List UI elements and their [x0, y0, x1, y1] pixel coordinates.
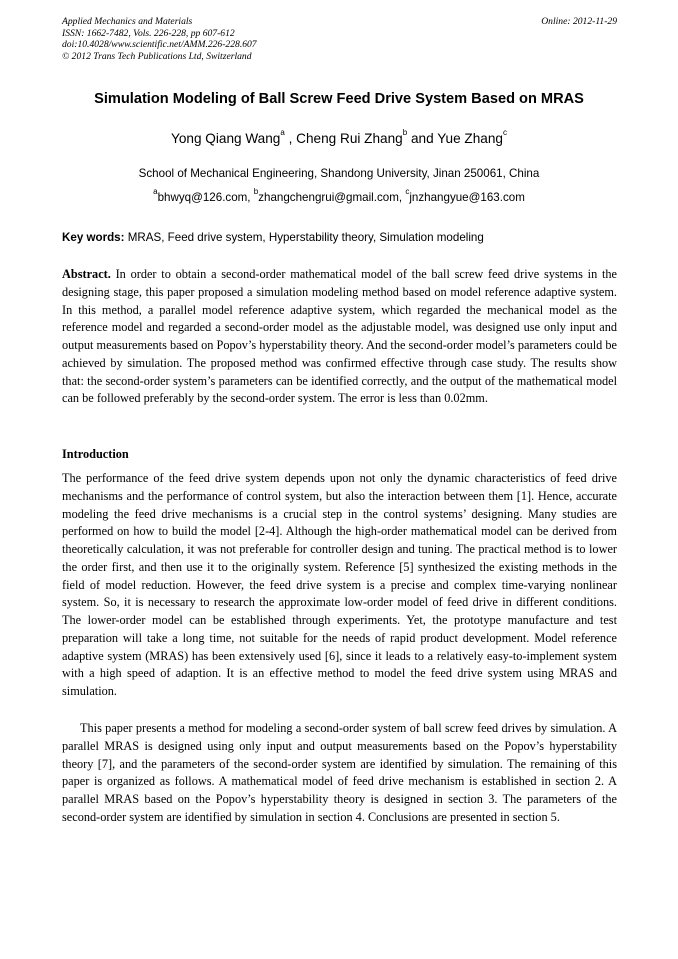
- journal-name: Applied Mechanics and Materials: [62, 16, 193, 27]
- author-name: Yong Qiang Wang: [171, 131, 281, 146]
- keywords-text: MRAS, Feed drive system, Hyperstability theory, Simulation modeling: [124, 231, 484, 244]
- journal-header: [62, 16, 617, 62]
- copyright-line: © 2012 Trans Tech Publications Ltd, Switzerland: [62, 50, 252, 62]
- email-superscript: b: [253, 187, 259, 197]
- author-superscript: b: [402, 128, 408, 138]
- author-separator: and: [407, 131, 438, 146]
- author-list: [0, 128, 678, 146]
- abstract-label: Abstract.: [62, 267, 111, 281]
- email-address: zhangchengrui@gmail.com,: [258, 191, 406, 204]
- section-heading: Introduction: [62, 447, 129, 461]
- author-superscript: a: [280, 128, 285, 138]
- author-separator: ,: [284, 131, 297, 146]
- email-address: bhwyq@126.com,: [157, 191, 254, 204]
- author-name: Cheng Rui Zhang: [296, 131, 403, 146]
- abstract: [62, 266, 617, 408]
- affiliation: School of Mechanical Engineering, Shandong University, Jinan 250061, China: [138, 167, 540, 180]
- doi-line: doi:10.4028/www.scientific.net/AMM.226-228.607: [62, 39, 257, 51]
- issn-line: ISSN: 1662-7482, Vols. 226-228, pp 607-612: [62, 27, 235, 39]
- abstract-text: In order to obtain a second-order mathematical model of the ball screw feed drive systems in the designing stage, this paper proposed a simulation modeling method based on model reference adaptive system. In this method, a parallel model reference adaptive system, which regarded the mechanical model as the reference model and regarded a second-order model as the adjustable model, was designed use only input and output measurements based on Popov’s hyperstability theory. And the second-order model’s parameters could be achieved by simulation. The proposed method was confirmed effective through case study. The results show that: the second-order system’s parameters can be identified correctly, and the output of the mathematical model can be followed preferably by the second-order system. The error is less than 0.02mm.: [62, 267, 617, 406]
- email-superscript: c: [405, 187, 410, 197]
- paper-title: Simulation Modeling of Ball Screw Feed Drive System Based on MRAS: [94, 91, 584, 107]
- author-superscript: c: [502, 128, 507, 138]
- online-date: Online: 2012-11-29: [541, 16, 617, 27]
- introduction-paragraph: The performance of the feed drive system depends upon not only the dynamic characteristics of feed drive mechanisms and the performance of control system, but also the interaction between them [1]. Hence, accurate modeling the feed drive mechanisms is a crucial step in the control systems’ designing. Many studies are performed on how to build the model [2-4]. Although the high-order mathematical model can be derived from theoretically calculation, it was not preferable for controller design and tuning. The practical method is to lower the order first, and then use it to the originally system. Reference [5] synthesized the existing methods in the field of model reduction. However, the feed drive system is a precise and complex time-varying nonlinear system. So, it is necessary to research the approximate low-order model of feed drive in different conditions. The lower-order model can be established through experiments. Yet, the prototype manufacture and test preparation will take a long time, not suitable for the needs of rapid product development. Model reference adaptive system (MRAS) has been extensively used [6], since it leads to a relatively easy-to-implement system with a high speed of adaption. It is an effective method to model the feed drive system using MRAS and simulation.: [62, 471, 617, 698]
- email-superscript: a: [153, 187, 158, 197]
- keywords-label: Key words:: [62, 231, 125, 244]
- introduction-paragraph: This paper presents a method for modeling a second-order system of ball screw feed drives by simulation. A parallel MRAS is designed using only input and output measurements based on the Popov’s hyperstability theory [7], and the parameters of the second-order system are identified by simulation. The remaining of this paper is organized as follows. A mathematical model of feed drive mechanism is established in section 2. A parallel MRAS based on the Popov’s hyperstability theory is designed in section 3. The parameters of the second-order system are identified by simulation in section 4. Conclusions are presented in section 5.: [62, 721, 617, 824]
- author-name: Yue Zhang: [437, 131, 503, 146]
- email-address: jnzhangyue@163.com: [409, 191, 525, 204]
- author-emails: [0, 187, 678, 204]
- keywords: [62, 231, 617, 244]
